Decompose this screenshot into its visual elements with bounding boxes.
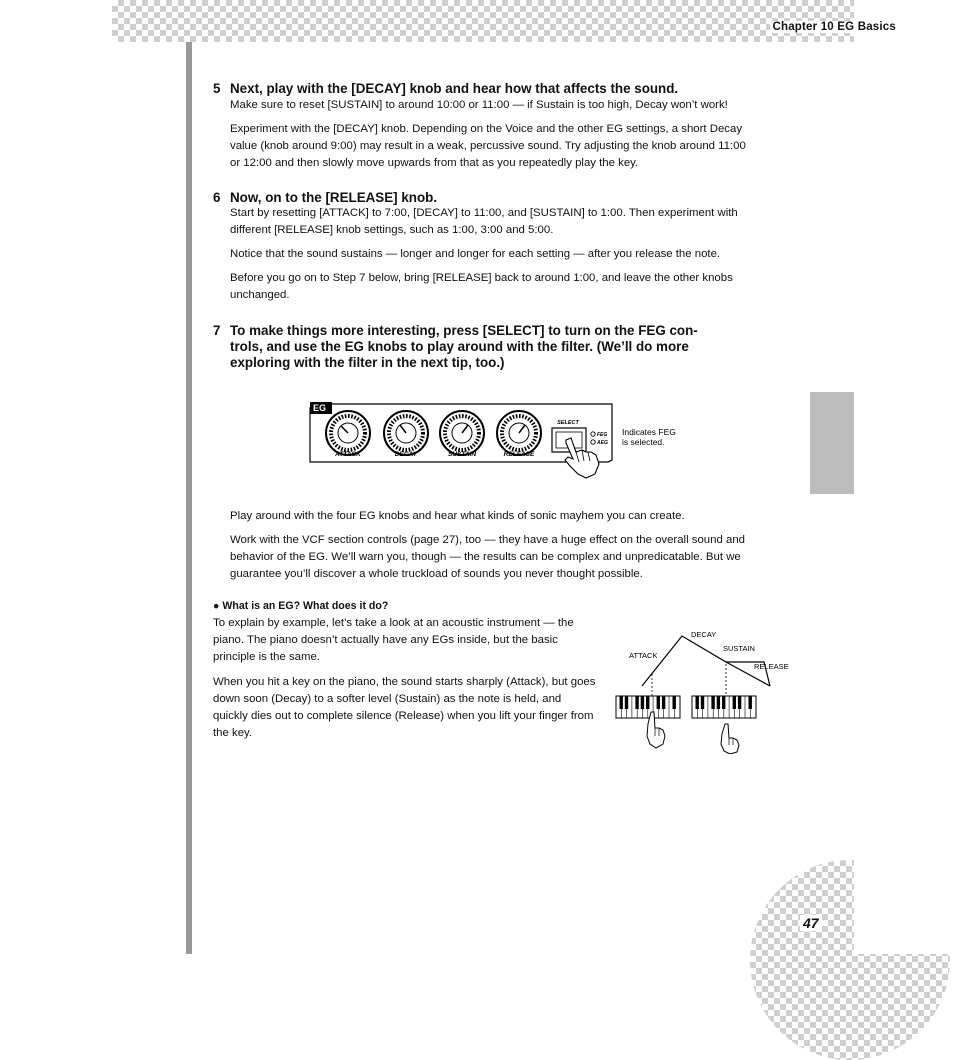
release-knob <box>497 411 541 455</box>
step6-heading-text: Now, on to the [RELEASE] knob. <box>230 190 438 205</box>
step7-heading-line3: exploring with the filter in the next tip, too.) <box>230 355 505 370</box>
label-attack: ATTACK <box>629 651 658 660</box>
step7-number: 7 <box>213 323 221 338</box>
step6-para2: Notice that the sound sustains — longer and longer for each setting — after you release the note. <box>230 248 721 260</box>
step7-para2: Work with the VCF section controls (page 27), too — they have a huge effect on the overall sound and behavior of the EG. We’ll warn you, though — the results can be complex and unpredicatable. But we guarantee you’ll discover a whole truckload of sounds you never thought possible. <box>230 534 745 580</box>
step5-heading <box>213 81 678 97</box>
bullet-icon: ● <box>213 600 220 612</box>
step7-para1: Play around with the four EG knobs and hear what kinds of sonic mayhem you can create. <box>230 510 685 522</box>
tip-heading-text: What is an EG? What does it do? <box>222 600 389 612</box>
callout-line1: Indicates FEG <box>622 427 676 437</box>
step6-para3: Before you go on to Step 7 below, bring [RELEASE] back to around 1:00, and leave the other knobs unchanged. <box>230 272 733 301</box>
header-checker-band <box>112 0 854 42</box>
aeg-led <box>591 440 595 444</box>
tip-heading <box>213 600 388 612</box>
select-label: SELECT <box>557 420 579 426</box>
step7-heading-line2: trols, and use the EG knobs to play around with the filter. (We’ll do more <box>230 339 689 354</box>
corner-mask <box>854 850 954 954</box>
step5-para2: Experiment with the [DECAY] knob. Depending on the Voice and the other EG settings, a short Decay value (knob around 9:00) may result in a weak, percussive sound. Try adjusting the knob around 11:00 or 12:00 and then slowly move upwards from that as you repeatedly play the key. <box>230 123 746 169</box>
envelope-diagram <box>612 624 812 754</box>
tip-para1: To explain by example, let’s take a look at an acoustic instrument — the piano. The piano doesn’t actually have any EGs inside, but the basic principle is the same. <box>213 617 574 663</box>
keyboard-left-icon <box>616 696 680 718</box>
lifting-hand-icon <box>721 724 739 754</box>
label-release: RELEASE <box>754 662 789 671</box>
label-sustain: SUSTAIN <box>723 644 755 653</box>
step7-heading-line1: To make things more interesting, press [SELECT] to turn on the FEG con- <box>230 323 698 338</box>
step5-heading-text: Next, play with the [DECAY] knob and hear how that affects the sound. <box>230 81 679 96</box>
callout-line2: is selected. <box>622 437 665 447</box>
step6-number: 6 <box>213 190 221 205</box>
step6-para1: Start by resetting [ATTACK] to 7:00, [DECAY] to 11:00, and [SUSTAIN] to 1:00. Then experiment with different [RELEASE] knob settings, such as 1:00, 3:00 and 5:00. <box>230 207 738 236</box>
knob-label-release: RELEASE <box>503 451 535 458</box>
knob-label-attack: ATTACK <box>335 451 361 458</box>
sustain-knob <box>440 411 484 455</box>
attack-knob <box>326 411 370 455</box>
step7-heading <box>213 323 698 371</box>
tip-para2: When you hit a key on the piano, the sound starts sharply (Attack), but goes down soon (Decay) to a softer level (Sustain) as the note is held, and quickly dies out to complete silence (Release) when you lift your finger from the key. <box>213 676 596 739</box>
step5-para1: Make sure to reset [SUSTAIN] to around 10:00 or 11:00 — if Sustain is too high, Decay won’t work! <box>230 99 728 111</box>
eg-panel-figure <box>308 400 718 482</box>
keyboard-right-icon <box>692 696 756 718</box>
page-number: 47 <box>800 915 822 931</box>
feg-led <box>591 432 595 436</box>
decay-knob <box>384 411 428 455</box>
step5-number: 5 <box>213 81 221 96</box>
chapter-label: Chapter 10 EG Basics <box>772 21 896 33</box>
left-margin-rule <box>186 42 192 954</box>
label-decay: DECAY <box>691 630 717 639</box>
aeg-label: AEG <box>597 440 608 446</box>
chapter-side-tab <box>810 392 854 494</box>
feg-label: FEG <box>597 432 608 438</box>
knob-label-decay: DECAY <box>394 451 418 458</box>
knob-label-sustain: SUSTAIN <box>447 451 477 458</box>
eg-title: EG <box>313 403 327 413</box>
step6-heading <box>213 190 437 206</box>
